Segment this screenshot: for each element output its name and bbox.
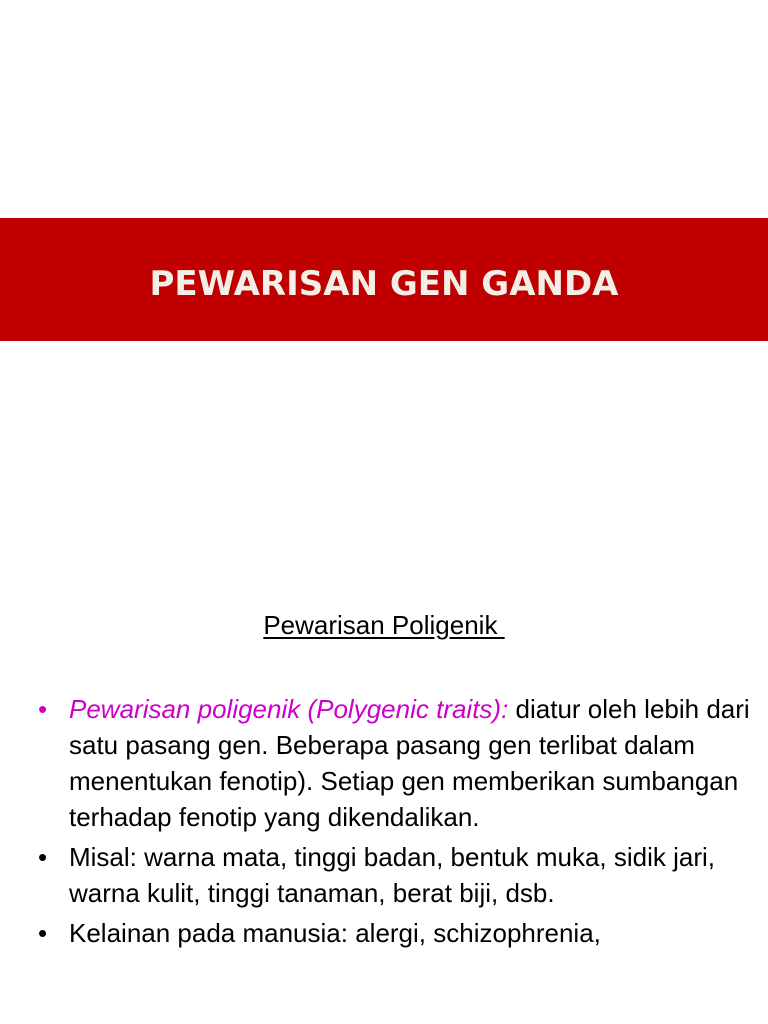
bullet-text: Kelainan pada manusia: alergi, schizophrenia, bbox=[69, 918, 601, 948]
bullet-text: diatur oleh lebih dari satu pasang gen. Beberapa pasang gen terlibat dalam menentukan fenotip). Setiap gen memberikan sumbangan terhadap fenotip yang dikendalikan. bbox=[69, 694, 750, 832]
bullet-list bbox=[38, 691, 750, 955]
bullet-icon: • bbox=[38, 694, 48, 724]
slide-title: PEWARISAN GEN GANDA bbox=[149, 263, 619, 304]
bullet-term: Pewarisan poligenik (Polygenic traits): bbox=[69, 694, 509, 724]
bullet-item bbox=[38, 691, 750, 835]
section-heading-text: Pewarisan Poligenik bbox=[263, 610, 505, 640]
bullet-item bbox=[38, 839, 750, 911]
bullet-icon: • bbox=[38, 842, 48, 872]
bullet-text: Misal: warna mata, tinggi badan, bentuk muka, sidik jari, warna kulit, tinggi tanaman, berat biji, dsb. bbox=[69, 842, 715, 908]
title-banner bbox=[0, 218, 768, 341]
bullet-icon: • bbox=[38, 918, 48, 948]
section-heading bbox=[0, 610, 768, 641]
bullet-item bbox=[38, 915, 750, 951]
